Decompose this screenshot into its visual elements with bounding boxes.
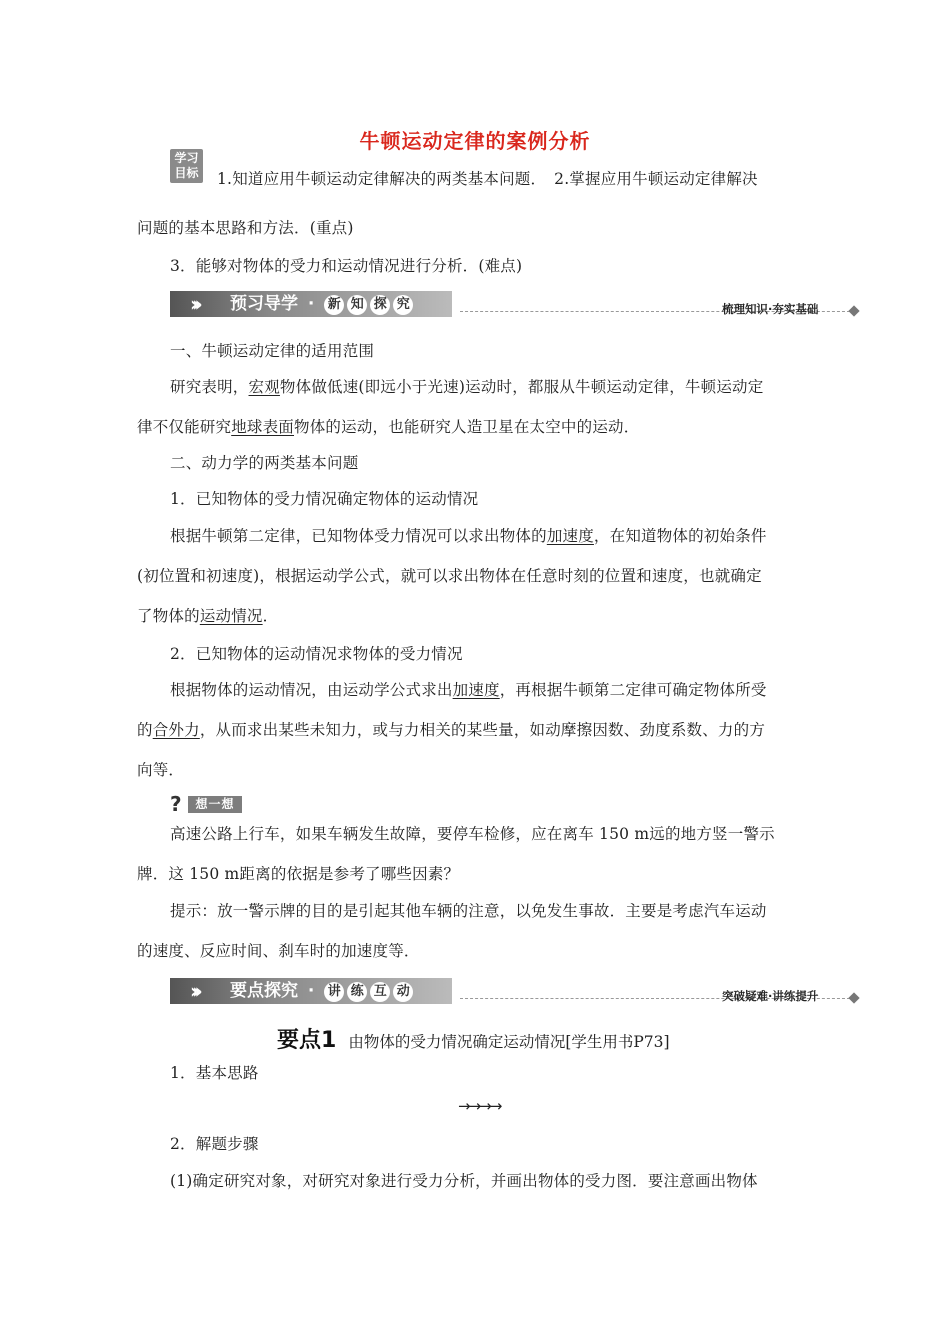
step-1-line: (1)确定研究对象，对研究对象进行受力分析，并画出物体的受力图．要注意画出物体 bbox=[170, 1172, 758, 1190]
goals-line-1: 1.知道应用牛顿运动定律解决的两类基本问题． 2.掌握应用牛顿运动定律解决 bbox=[217, 170, 758, 188]
banner-char-2: 知 bbox=[347, 295, 367, 315]
subsection-1-heading: 1．已知物体的受力情况确定物体的运动情况 bbox=[170, 490, 479, 508]
learning-goals-badge bbox=[170, 149, 203, 183]
banner-subtitle: 突破疑难·讲练提升 bbox=[722, 989, 819, 1003]
banner-char-4: 究 bbox=[393, 295, 413, 315]
subsection-1-line-3: 了物体的运动情况． bbox=[137, 607, 279, 625]
section-1-paragraph-line-2: 律不仅能研究地球表面物体的运动，也能研究人造卫星在太空中的运动． bbox=[137, 418, 640, 436]
page-title: 牛顿运动定律的案例分析 bbox=[359, 129, 591, 153]
subsection-2-line-1: 根据物体的运动情况，由运动学公式求出加速度，再根据牛顿第二定律可确定物体所受 bbox=[170, 681, 767, 699]
think-hint-line-1: 提示：放一警示牌的目的是引起其他车辆的注意，以免发生事故．主要是考虑汽车运动 bbox=[170, 902, 767, 920]
underlined-term: 宏观 bbox=[248, 378, 280, 396]
think-question-line-2: 牌．这 150 m距离的依据是参考了哪些因素？ bbox=[137, 865, 460, 883]
basic-idea-heading: 1．基本思路 bbox=[170, 1064, 259, 1082]
think-hint-line-2: 的速度、反应时间、刹车时的加速度等． bbox=[137, 942, 420, 960]
banner-char-1: 新 bbox=[324, 295, 344, 315]
banner-title-left: 预习导学 bbox=[230, 294, 298, 314]
banner-title: 预习导学 · 新 知 探 究 bbox=[230, 293, 416, 315]
badge-line-1: 学习 bbox=[174, 151, 199, 165]
banner-char-1: 讲 bbox=[324, 982, 344, 1002]
underlined-term: 加速度 bbox=[546, 527, 594, 545]
think-badge: 想一想 bbox=[188, 796, 242, 813]
key-point-heading bbox=[277, 1023, 670, 1054]
double-chevron-icon: ››› bbox=[190, 979, 197, 1003]
subsection-2-heading: 2．已知物体的运动情况求物体的受力情况 bbox=[170, 645, 463, 663]
underlined-term: 合外力 bbox=[152, 721, 200, 739]
goals-line-2: 问题的基本思路和方法．(重点) bbox=[137, 219, 354, 237]
subsection-1-line-1: 根据牛顿第二定律，已知物体受力情况可以求出物体的加速度，在知道物体的初始条件 bbox=[170, 527, 767, 545]
underlined-term: 地球表面 bbox=[231, 418, 295, 436]
flow-arrows: →→→→ bbox=[458, 1097, 501, 1115]
banner-char-3: 探 bbox=[370, 295, 390, 315]
diamond-icon bbox=[848, 992, 859, 1003]
goals-line-3: 3．能够对物体的受力和运动情况进行分析．(难点) bbox=[170, 257, 523, 275]
double-chevron-icon: ››› bbox=[190, 292, 197, 316]
think-question-line-1: 高速公路上行车，如果车辆发生故障，要停车检修，应在离车 150 m远的地方竖一警示 bbox=[170, 825, 775, 843]
subsection-2-line-2: 的合外力，从而求出某些未知力，或与力相关的某些量，如动摩擦因数、劲度系数、力的方 bbox=[137, 721, 766, 739]
question-mark-icon: ? bbox=[170, 792, 182, 816]
section-1-paragraph-line-1: 研究表明，宏观物体做低速(即远小于光速)运动时，都服从牛顿运动定律，牛顿运动定 bbox=[170, 378, 764, 396]
subsection-1-line-2: (初位置和初速度)，根据运动学公式，就可以求出物体在任意时刻的位置和速度，也就确定 bbox=[137, 567, 762, 585]
underlined-term: 运动情况 bbox=[199, 607, 263, 625]
diamond-icon bbox=[848, 305, 859, 316]
banner-title: 要点探究 · 讲 练 互 动 bbox=[230, 980, 416, 1002]
banner-subtitle: 梳理知识·夯实基础 bbox=[722, 302, 819, 316]
section-2-heading: 二、动力学的两类基本问题 bbox=[170, 454, 359, 472]
banner-char-2: 练 bbox=[347, 982, 367, 1002]
underlined-term: 加速度 bbox=[452, 681, 500, 699]
badge-line-2: 目标 bbox=[174, 166, 199, 180]
banner-title-left: 要点探究 bbox=[230, 981, 298, 1001]
banner-char-3: 互 bbox=[370, 982, 390, 1002]
section-1-heading: 一、牛顿运动定律的适用范围 bbox=[170, 342, 375, 360]
key-point-title: 由物体的受力情况确定运动情况[学生用书P73] bbox=[348, 1033, 670, 1051]
steps-heading: 2．解题步骤 bbox=[170, 1135, 259, 1153]
key-point-number: 要点1 bbox=[277, 1028, 337, 1053]
subsection-2-line-3: 向等． bbox=[137, 761, 185, 779]
banner-char-4: 动 bbox=[393, 982, 413, 1002]
